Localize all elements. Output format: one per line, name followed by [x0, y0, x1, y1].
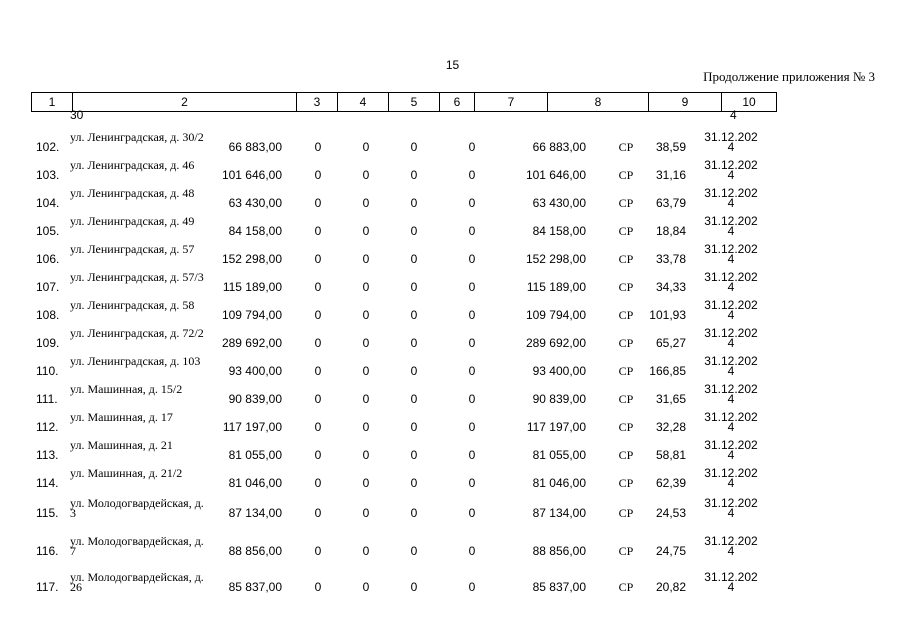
amount: 85 837,00: [228, 580, 282, 594]
prev-row-date-fragment: 4: [730, 108, 737, 122]
continuation-label: Продолжение приложения № 3: [703, 69, 875, 84]
funding-source: СР: [618, 420, 634, 434]
funding-source: СР: [618, 196, 634, 210]
table-row: [0, 132, 905, 160]
deadline-date: 31.12.202 4: [704, 298, 758, 322]
row-number: 111.: [36, 392, 58, 406]
prev-row-address-fragment: 30: [70, 108, 84, 122]
total-amount: 115 189,00: [526, 280, 586, 294]
row-number: 103.: [36, 168, 60, 182]
total-amount: 90 839,00: [532, 392, 586, 406]
value-col-5: 0: [362, 140, 370, 154]
rate: 24,53: [655, 506, 686, 520]
value-col-6: 0: [410, 224, 418, 238]
table-row: [0, 188, 905, 216]
deadline-date: 31.12.202 4: [704, 496, 758, 520]
address: ул. Ленинградская, д. 49: [70, 214, 195, 228]
total-amount: 84 158,00: [532, 224, 586, 238]
deadline-date: 31.12.202 4: [704, 410, 758, 434]
amount: 90 839,00: [228, 392, 282, 406]
total-amount: 117 197,00: [526, 420, 586, 434]
value-col-6: 0: [410, 580, 418, 594]
table-row: [0, 216, 905, 244]
value-col-5: 0: [362, 224, 370, 238]
value-col-4: 0: [314, 476, 322, 490]
value-col-4: 0: [314, 252, 322, 266]
amount: 81 055,00: [228, 448, 282, 462]
value-col-7: 0: [468, 336, 476, 350]
amount: 66 883,00: [228, 140, 282, 154]
table-row: [0, 300, 905, 328]
value-col-4: 0: [314, 364, 322, 378]
address: ул. Машинная, д. 15/2: [70, 382, 183, 396]
value-col-4: 0: [314, 580, 322, 594]
value-col-7: 0: [468, 252, 476, 266]
funding-source: СР: [618, 308, 634, 322]
rate: 24,75: [655, 544, 686, 558]
total-amount: 87 134,00: [532, 506, 586, 520]
value-col-6: 0: [410, 140, 418, 154]
total-amount: 85 837,00: [532, 580, 586, 594]
header-col-7: 7: [475, 93, 548, 112]
table-row: [0, 412, 905, 440]
value-col-5: 0: [362, 392, 370, 406]
value-col-5: 0: [362, 420, 370, 434]
address: ул. Ленинградская, д. 57: [70, 242, 195, 256]
funding-source: СР: [618, 392, 634, 406]
value-col-5: 0: [362, 580, 370, 594]
address: ул. Ленинградская, д. 72/2: [70, 326, 204, 340]
row-number: 104.: [36, 196, 60, 210]
amount: 81 046,00: [228, 476, 282, 490]
total-amount: 81 055,00: [532, 448, 586, 462]
value-col-4: 0: [314, 544, 322, 558]
funding-source: СР: [618, 252, 634, 266]
funding-source: СР: [618, 580, 634, 594]
deadline-date: 31.12.202 4: [704, 466, 758, 490]
value-col-5: 0: [362, 476, 370, 490]
header-col-9: 9: [649, 93, 722, 112]
value-col-7: 0: [468, 196, 476, 210]
value-col-6: 0: [410, 308, 418, 322]
value-col-4: 0: [314, 336, 322, 350]
rate: 62,39: [655, 476, 686, 490]
total-amount: 63 430,00: [532, 196, 586, 210]
deadline-date: 31.12.202 4: [704, 130, 758, 154]
table-row: [0, 572, 905, 600]
total-amount: 88 856,00: [532, 544, 586, 558]
value-col-6: 0: [410, 280, 418, 294]
value-col-5: 0: [362, 448, 370, 462]
table-row: [0, 468, 905, 496]
value-col-7: 0: [468, 140, 476, 154]
value-col-6: 0: [410, 506, 418, 520]
address: ул. Ленинградская, д. 57/3: [70, 270, 204, 284]
value-col-4: 0: [314, 420, 322, 434]
deadline-date: 31.12.202 4: [704, 270, 758, 294]
rate: 34,33: [655, 280, 686, 294]
rate: 20,82: [655, 580, 686, 594]
value-col-7: 0: [468, 168, 476, 182]
table-row: [0, 536, 905, 564]
amount: 88 856,00: [228, 544, 282, 558]
funding-source: СР: [618, 336, 634, 350]
header-col-4: 4: [338, 93, 389, 112]
value-col-4: 0: [314, 506, 322, 520]
value-col-7: 0: [468, 364, 476, 378]
row-number: 106.: [36, 252, 60, 266]
amount: 87 134,00: [228, 506, 282, 520]
deadline-date: 31.12.202 4: [704, 438, 758, 462]
deadline-date: 31.12.202 4: [704, 534, 758, 558]
total-amount: 81 046,00: [532, 476, 586, 490]
rate: 101,93: [649, 308, 686, 322]
header-col-5: 5: [389, 93, 440, 112]
value-col-5: 0: [362, 280, 370, 294]
amount: 117 197,00: [222, 420, 282, 434]
funding-source: СР: [618, 506, 634, 520]
row-number: 117.: [36, 580, 59, 594]
deadline-date: 31.12.202 4: [704, 326, 758, 350]
value-col-4: 0: [314, 280, 322, 294]
amount: 115 189,00: [222, 280, 282, 294]
address: ул. Молодогвардейская, д. 7: [70, 534, 204, 558]
value-col-6: 0: [410, 420, 418, 434]
value-col-7: 0: [468, 280, 476, 294]
rate: 18,84: [655, 224, 686, 238]
amount: 109 794,00: [221, 308, 282, 322]
total-amount: 152 298,00: [525, 252, 586, 266]
value-col-6: 0: [410, 336, 418, 350]
amount: 84 158,00: [228, 224, 282, 238]
deadline-date: 31.12.202 4: [704, 158, 758, 182]
value-col-4: 0: [314, 308, 322, 322]
table-row: [0, 440, 905, 468]
funding-source: СР: [618, 140, 634, 154]
address: ул. Молодогвардейская, д. 3: [70, 496, 204, 520]
deadline-date: 31.12.202 4: [704, 382, 758, 406]
rate: 38,59: [655, 140, 686, 154]
row-number: 113.: [36, 448, 59, 462]
row-number: 116.: [36, 544, 59, 558]
header-col-1: 1: [32, 93, 73, 112]
page-number: 15: [445, 58, 460, 72]
rate: 31,16: [655, 168, 686, 182]
value-col-7: 0: [468, 308, 476, 322]
row-number: 112.: [36, 420, 59, 434]
value-col-4: 0: [314, 140, 322, 154]
value-col-5: 0: [362, 506, 370, 520]
address: ул. Ленинградская, д. 48: [70, 186, 195, 200]
header-col-3: 3: [297, 93, 338, 112]
value-col-5: 0: [362, 196, 370, 210]
value-col-4: 0: [314, 448, 322, 462]
header-col-6: 6: [440, 93, 475, 112]
value-col-5: 0: [362, 544, 370, 558]
address: ул. Машинная, д. 21: [70, 438, 173, 452]
rate: 65,27: [655, 336, 686, 350]
amount: 152 298,00: [221, 252, 282, 266]
funding-source: СР: [618, 224, 634, 238]
funding-source: СР: [618, 448, 634, 462]
total-amount: 109 794,00: [525, 308, 586, 322]
rate: 63,79: [655, 196, 686, 210]
total-amount: 66 883,00: [532, 140, 586, 154]
address: ул. Машинная, д. 21/2: [70, 466, 183, 480]
value-col-6: 0: [410, 476, 418, 490]
funding-source: СР: [618, 544, 634, 558]
address: ул. Ленинградская, д. 30/2: [70, 130, 204, 144]
value-col-7: 0: [468, 224, 476, 238]
value-col-4: 0: [314, 196, 322, 210]
amount: 289 692,00: [221, 336, 282, 350]
value-col-5: 0: [362, 336, 370, 350]
row-number: 108.: [36, 308, 60, 322]
rate: 33,78: [655, 252, 686, 266]
table-row: [0, 272, 905, 300]
funding-source: СР: [618, 364, 634, 378]
value-col-6: 0: [410, 448, 418, 462]
value-col-6: 0: [410, 544, 418, 558]
value-col-6: 0: [410, 364, 418, 378]
table-row: [0, 384, 905, 412]
rate: 31,65: [655, 392, 686, 406]
value-col-6: 0: [410, 196, 418, 210]
value-col-7: 0: [468, 580, 476, 594]
row-number: 107.: [36, 280, 60, 294]
header-col-8: 8: [548, 93, 649, 112]
rate: 166,85: [649, 364, 686, 378]
table-row: [0, 498, 905, 526]
row-number: 102.: [36, 140, 60, 154]
funding-source: СР: [618, 476, 634, 490]
funding-source: СР: [618, 280, 634, 294]
value-col-4: 0: [314, 224, 322, 238]
total-amount: 101 646,00: [525, 168, 586, 182]
value-col-4: 0: [314, 392, 322, 406]
amount: 101 646,00: [221, 168, 282, 182]
value-col-7: 0: [468, 392, 476, 406]
funding-source: СР: [618, 168, 634, 182]
deadline-date: 31.12.202 4: [704, 186, 758, 210]
row-number: 109.: [36, 336, 60, 350]
value-col-7: 0: [468, 420, 476, 434]
value-col-7: 0: [468, 476, 476, 490]
address: ул. Машинная, д. 17: [70, 410, 173, 424]
table-row: [0, 328, 905, 356]
total-amount: 93 400,00: [532, 364, 586, 378]
address: ул. Молодогвардейская, д. 26: [70, 570, 204, 594]
address: ул. Ленинградская, д. 46: [70, 158, 195, 172]
value-col-7: 0: [468, 544, 476, 558]
address: ул. Ленинградская, д. 103: [70, 354, 201, 368]
row-number: 105.: [36, 224, 60, 238]
value-col-6: 0: [410, 168, 418, 182]
value-col-7: 0: [468, 448, 476, 462]
table-row: [0, 356, 905, 384]
header-col-2: 2: [73, 93, 297, 112]
table-row: [0, 160, 905, 188]
rate: 58,81: [655, 448, 686, 462]
table-header: [31, 92, 777, 112]
deadline-date: 31.12.202 4: [704, 214, 758, 238]
table-row: [0, 244, 905, 272]
amount: 63 430,00: [228, 196, 282, 210]
deadline-date: 31.12.202 4: [704, 354, 758, 378]
value-col-6: 0: [410, 252, 418, 266]
header-col-10: 10: [722, 93, 777, 112]
value-col-6: 0: [410, 392, 418, 406]
row-number: 114.: [36, 476, 59, 490]
total-amount: 289 692,00: [525, 336, 586, 350]
deadline-date: 31.12.202 4: [704, 242, 758, 266]
value-col-5: 0: [362, 252, 370, 266]
value-col-5: 0: [362, 308, 370, 322]
value-col-7: 0: [468, 506, 476, 520]
deadline-date: 31.12.202 4: [704, 570, 758, 594]
value-col-5: 0: [362, 168, 370, 182]
row-number: 110.: [36, 364, 59, 378]
value-col-4: 0: [314, 168, 322, 182]
row-number: 115.: [36, 506, 59, 520]
address: ул. Ленинградская, д. 58: [70, 298, 195, 312]
amount: 93 400,00: [228, 364, 282, 378]
value-col-5: 0: [362, 364, 370, 378]
rate: 32,28: [655, 420, 686, 434]
